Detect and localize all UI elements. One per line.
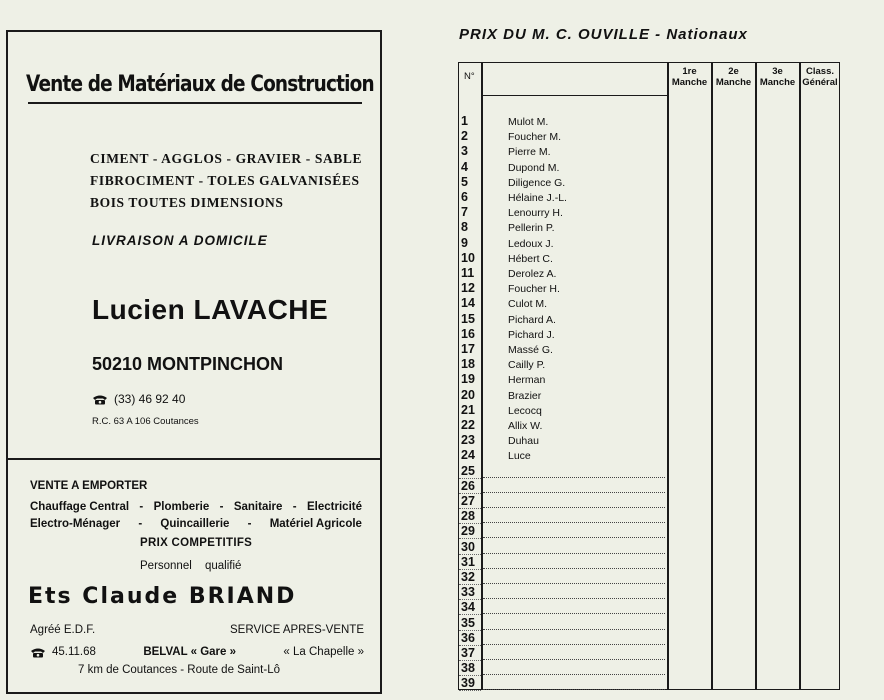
row-number: 19 (461, 372, 475, 387)
competitor-name: Massé G. (508, 344, 553, 356)
ad2-place: BELVAL « Gare » (143, 646, 237, 658)
row-number: 30 (461, 539, 475, 554)
ad2-separator: - (292, 501, 297, 513)
blank-entry-line (483, 613, 665, 614)
ad2-service: Quincaillerie (160, 518, 230, 530)
blank-entry-line (483, 522, 665, 523)
row-number: 29 (461, 524, 475, 539)
row-number: 24 (461, 448, 475, 463)
row-number: 28 (461, 509, 475, 524)
ad2-chapelle: « La Chapelle » (283, 646, 364, 658)
column-divider (481, 63, 483, 689)
blank-entry-line (483, 477, 665, 478)
row-number: 1 (461, 114, 468, 128)
row-number: 32 (461, 570, 475, 584)
blank-entry-line (483, 689, 665, 690)
ad2-separator: - (219, 501, 224, 513)
competitor-name: Culot M. (508, 298, 548, 311)
competitor-name: Ledoux J. (508, 237, 554, 250)
row-number: 31 (461, 554, 475, 569)
telephone-icon (30, 647, 46, 658)
row-number: 2 (461, 129, 468, 144)
number-column-header: N° (464, 71, 475, 82)
row-number: 6 (461, 190, 468, 204)
blank-entry-line (483, 537, 665, 538)
row-number: 21 (461, 402, 475, 417)
blank-entry-line (483, 674, 665, 675)
column-divider (755, 63, 757, 689)
row-number: 35 (461, 615, 475, 630)
competitor-name: Lenourry H. (508, 207, 563, 220)
ad1-delivery: LIVRAISON A DOMICILE (92, 233, 268, 248)
blank-entry-line (483, 598, 665, 599)
row-number: 15 (461, 311, 475, 326)
column-header-bottom: Général (802, 77, 838, 88)
ad2-service: Chauffage Central (30, 501, 130, 513)
ad1-company-name: Lucien LAVACHE (92, 294, 329, 325)
ad2-service-after-sale: SERVICE APRES-VENTE (230, 624, 364, 636)
row-number: 22 (461, 418, 475, 432)
row-number: 18 (461, 357, 475, 372)
row-number: 20 (461, 387, 475, 402)
telephone-icon (92, 394, 108, 405)
row-number: 4 (461, 159, 468, 174)
row-number: 12 (461, 281, 475, 296)
row-number: 3 (461, 144, 468, 159)
ad2-service: Electricité (307, 501, 362, 513)
number-underline (459, 690, 481, 691)
ad2-phone-number: 45.11.68 (52, 646, 96, 658)
ad2-route: 7 km de Coutances - Route de Saint-Lô (78, 664, 281, 676)
ad1-title: Vente de Matériaux de Construction (26, 72, 374, 97)
blank-entry-line (483, 644, 665, 645)
ad2-service: Plomberie (153, 501, 210, 513)
column-header-general (800, 66, 840, 88)
column-header-bottom: Manche (715, 77, 752, 88)
ad2-service: Electro-Ménager (30, 518, 121, 530)
column-divider (667, 63, 669, 689)
competitor-name: Allix W. (508, 420, 543, 432)
ad1-product-line: FIBROCIMENT - TOLES GALVANISÉES (90, 173, 360, 188)
blank-entry-line (483, 583, 665, 584)
row-number: 8 (461, 220, 468, 235)
row-number: 10 (461, 250, 475, 265)
column-header-bottom: Manche (671, 77, 708, 88)
header-rule (481, 95, 667, 96)
results-table (458, 62, 840, 690)
ad2-services-line2 (30, 518, 362, 530)
blank-entry-line (483, 507, 665, 508)
advertisement-page (6, 30, 382, 694)
ad2-info-line2 (30, 646, 364, 658)
row-number: 17 (461, 342, 475, 356)
competitor-name: Pichard A. (508, 313, 556, 326)
row-number: 27 (461, 494, 475, 508)
competitor-name: Pellerin P. (508, 222, 555, 235)
competitor-name: Cailly P. (508, 359, 546, 372)
competitor-name: Foucher H. (508, 283, 560, 296)
competitor-name: Derolez A. (508, 268, 557, 280)
competitor-name: Diligence G. (508, 176, 566, 189)
row-number: 33 (461, 585, 475, 600)
ad1-city: 50210 MONTPINCHON (92, 354, 284, 374)
ad2-separator: - (247, 518, 252, 530)
blank-entry-line (483, 629, 665, 630)
ad2-service: Sanitaire (233, 501, 283, 513)
row-number: 9 (461, 235, 468, 250)
row-number: 7 (461, 205, 468, 220)
competitor-name: Duhau (508, 435, 539, 448)
competitor-name: Luce (508, 450, 531, 463)
column-header-manche-2 (712, 66, 755, 88)
competitor-name: Pichard J. (508, 328, 555, 341)
ad2-phone (30, 646, 96, 658)
competitor-name: Foucher M. (508, 131, 562, 144)
ad2-staff: Personnel qualifié (140, 560, 242, 572)
ad2-agree: Agréé E.D.F. (30, 624, 96, 636)
competitor-name: Pierre M. (508, 146, 551, 159)
row-number: 14 (461, 296, 475, 311)
column-header-bottom: Manche (759, 77, 796, 88)
ad1-registration: R.C. 63 A 106 Coutances (92, 416, 199, 427)
ad1-phone (92, 392, 185, 406)
ad2-separator: - (138, 518, 143, 530)
blank-entry-line (483, 553, 665, 554)
ad2-service: Matériel Agricole (269, 518, 362, 530)
ad1-title-underline (28, 102, 362, 104)
row-number: 23 (461, 433, 475, 448)
ad2-services-line1 (30, 501, 362, 513)
column-header-top: Class. (806, 66, 834, 77)
column-header-top: 3e (772, 66, 783, 77)
row-number: 34 (461, 600, 475, 615)
row-number: 26 (461, 478, 475, 493)
ad1-products (90, 148, 362, 214)
row-number: 25 (461, 463, 475, 478)
blank-entry-line (483, 659, 665, 660)
ad1-product-line: CIMENT - AGGLOS - GRAVIER - SABLE (90, 151, 363, 166)
blank-entry-line (483, 568, 665, 569)
ad2-company-name: Ets Claude BRIAND (28, 584, 297, 609)
ad-divider (8, 458, 380, 460)
column-header-manche-1 (668, 66, 711, 88)
competitor-name: Mulot M. (508, 116, 549, 128)
competitor-name: Lecocq (508, 404, 542, 417)
row-number: 5 (461, 174, 468, 189)
competitor-name: Brazier (508, 389, 542, 402)
row-number: 38 (461, 661, 475, 676)
row-number: 11 (461, 266, 475, 280)
row-number: 36 (461, 630, 475, 645)
ad2-heading: VENTE A EMPORTER (30, 480, 148, 492)
column-header-manche-3 (756, 66, 799, 88)
ad1-product-line: BOIS TOUTES DIMENSIONS (90, 195, 284, 210)
ad2-prices: PRIX COMPETITIFS (140, 537, 253, 549)
ad2-separator: - (139, 501, 144, 513)
row-number: 37 (461, 646, 475, 660)
ad2-info-line1 (30, 624, 364, 636)
competitor-name: Hébert C. (508, 252, 553, 265)
column-divider (711, 63, 713, 689)
column-divider (799, 63, 801, 689)
column-header-top: 1re (682, 66, 697, 77)
page-title: PRIX DU M. C. OUVILLE - Nationaux (459, 26, 748, 43)
competitor-name: Herman (508, 374, 546, 387)
row-number: 16 (461, 326, 475, 341)
row-number: 39 (461, 676, 475, 691)
column-header-top: 2e (728, 66, 739, 77)
competitor-name: Dupond M. (508, 161, 560, 174)
blank-entry-line (483, 492, 665, 493)
ad1-phone-number: (33) 46 92 40 (114, 392, 186, 406)
competitor-name: Hélaine J.-L. (508, 192, 567, 204)
